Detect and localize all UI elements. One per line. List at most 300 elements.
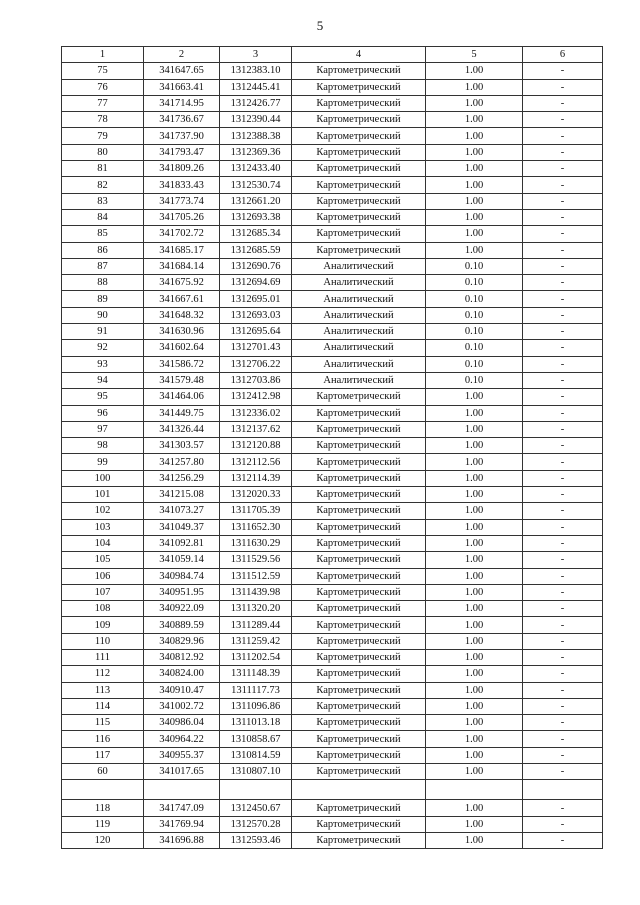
x-coordinate-cell: 340910.47 (144, 682, 220, 698)
point-number-cell: 75 (62, 63, 144, 79)
point-number-cell: 98 (62, 438, 144, 454)
accuracy-cell: 0.10 (426, 307, 523, 323)
column-header: 4 (292, 47, 426, 63)
table-row (62, 601, 603, 617)
accuracy-cell: 1.00 (426, 698, 523, 714)
method-cell: Картометрический (292, 519, 426, 535)
table-row (62, 568, 603, 584)
table-row (62, 487, 603, 503)
y-coordinate-cell: 1312369.36 (220, 144, 292, 160)
table-row (62, 275, 603, 291)
point-number-cell: 97 (62, 421, 144, 437)
method-cell: Аналитический (292, 307, 426, 323)
point-number-cell: 120 (62, 832, 144, 848)
table-row (62, 63, 603, 79)
x-coordinate-cell: 341049.37 (144, 519, 220, 535)
table-row (62, 389, 603, 405)
x-coordinate-cell: 341736.67 (144, 112, 220, 128)
x-coordinate-cell: 341002.72 (144, 698, 220, 714)
point-number-cell: 84 (62, 209, 144, 225)
method-cell (292, 780, 426, 800)
accuracy-cell: 0.10 (426, 258, 523, 274)
table-row (62, 144, 603, 160)
accuracy-cell: 1.00 (426, 666, 523, 682)
accuracy-cell: 1.00 (426, 519, 523, 535)
method-cell: Аналитический (292, 340, 426, 356)
method-cell: Картометрический (292, 800, 426, 816)
x-coordinate-cell (144, 780, 220, 800)
table-body (62, 63, 603, 849)
accuracy-cell: 1.00 (426, 764, 523, 780)
x-coordinate-cell: 340955.37 (144, 747, 220, 763)
point-number-cell: 102 (62, 503, 144, 519)
accuracy-cell: 1.00 (426, 161, 523, 177)
x-coordinate-cell: 341685.17 (144, 242, 220, 258)
y-coordinate-cell: 1312694.69 (220, 275, 292, 291)
y-coordinate-cell: 1311630.29 (220, 535, 292, 551)
method-cell: Картометрический (292, 832, 426, 848)
point-number-cell: 85 (62, 226, 144, 242)
accuracy-cell: 1.00 (426, 470, 523, 486)
note-cell: - (523, 242, 603, 258)
method-cell: Картометрический (292, 226, 426, 242)
y-coordinate-cell (220, 780, 292, 800)
note-cell: - (523, 568, 603, 584)
point-number-cell: 86 (62, 242, 144, 258)
point-number-cell: 77 (62, 95, 144, 111)
table-row (62, 682, 603, 698)
x-coordinate-cell: 340889.59 (144, 617, 220, 633)
accuracy-cell: 1.00 (426, 535, 523, 551)
y-coordinate-cell: 1312336.02 (220, 405, 292, 421)
table-row (62, 698, 603, 714)
table-row (62, 356, 603, 372)
point-number-cell: 111 (62, 649, 144, 665)
point-number-cell: 107 (62, 584, 144, 600)
note-cell: - (523, 617, 603, 633)
x-coordinate-cell: 341215.08 (144, 487, 220, 503)
x-coordinate-cell: 340824.00 (144, 666, 220, 682)
point-number-cell: 119 (62, 816, 144, 832)
point-number-cell: 99 (62, 454, 144, 470)
accuracy-cell: 0.10 (426, 356, 523, 372)
method-cell: Картометрический (292, 177, 426, 193)
accuracy-cell: 1.00 (426, 144, 523, 160)
x-coordinate-cell: 341586.72 (144, 356, 220, 372)
note-cell: - (523, 682, 603, 698)
point-number-cell: 93 (62, 356, 144, 372)
note-cell: - (523, 764, 603, 780)
method-cell: Картометрический (292, 535, 426, 551)
method-cell: Картометрический (292, 209, 426, 225)
method-cell: Картометрический (292, 764, 426, 780)
table-row (62, 552, 603, 568)
note-cell: - (523, 226, 603, 242)
y-coordinate-cell: 1311148.39 (220, 666, 292, 682)
method-cell: Картометрический (292, 552, 426, 568)
x-coordinate-cell: 340964.22 (144, 731, 220, 747)
point-number-cell: 78 (62, 112, 144, 128)
note-cell: - (523, 291, 603, 307)
y-coordinate-cell: 1312530.74 (220, 177, 292, 193)
table-row (62, 438, 603, 454)
table-row (62, 112, 603, 128)
note-cell: - (523, 209, 603, 225)
column-header: 1 (62, 47, 144, 63)
x-coordinate-cell: 341630.96 (144, 324, 220, 340)
accuracy-cell: 1.00 (426, 63, 523, 79)
note-cell: - (523, 454, 603, 470)
accuracy-cell: 1.00 (426, 568, 523, 584)
x-coordinate-cell: 341059.14 (144, 552, 220, 568)
accuracy-cell: 1.00 (426, 438, 523, 454)
x-coordinate-cell: 340986.04 (144, 715, 220, 731)
y-coordinate-cell: 1312685.34 (220, 226, 292, 242)
note-cell: - (523, 487, 603, 503)
table-row (62, 764, 603, 780)
note-cell: - (523, 747, 603, 763)
note-cell: - (523, 649, 603, 665)
note-cell: - (523, 193, 603, 209)
method-cell: Картометрический (292, 242, 426, 258)
note-cell: - (523, 535, 603, 551)
method-cell: Аналитический (292, 372, 426, 388)
method-cell: Картометрический (292, 421, 426, 437)
y-coordinate-cell: 1312426.77 (220, 95, 292, 111)
accuracy-cell: 1.00 (426, 649, 523, 665)
x-coordinate-cell: 340812.92 (144, 649, 220, 665)
page-number: 5 (316, 18, 324, 33)
x-coordinate-cell: 341326.44 (144, 421, 220, 437)
y-coordinate-cell: 1311652.30 (220, 519, 292, 535)
x-coordinate-cell: 341809.26 (144, 161, 220, 177)
method-cell: Картометрический (292, 112, 426, 128)
accuracy-cell: 1.00 (426, 832, 523, 848)
table-row (62, 519, 603, 535)
y-coordinate-cell: 1312120.88 (220, 438, 292, 454)
note-cell: - (523, 503, 603, 519)
note-cell: - (523, 144, 603, 160)
accuracy-cell: 1.00 (426, 226, 523, 242)
method-cell: Картометрический (292, 633, 426, 649)
note-cell: - (523, 832, 603, 848)
point-number-cell: 110 (62, 633, 144, 649)
y-coordinate-cell: 1311320.20 (220, 601, 292, 617)
y-coordinate-cell: 1310814.59 (220, 747, 292, 763)
note-cell: - (523, 161, 603, 177)
method-cell: Картометрический (292, 584, 426, 600)
y-coordinate-cell: 1312383.10 (220, 63, 292, 79)
note-cell: - (523, 715, 603, 731)
note-cell: - (523, 552, 603, 568)
point-number-cell: 95 (62, 389, 144, 405)
note-cell: - (523, 95, 603, 111)
column-header: 2 (144, 47, 220, 63)
table-row (62, 128, 603, 144)
accuracy-cell: 1.00 (426, 193, 523, 209)
x-coordinate-cell: 340922.09 (144, 601, 220, 617)
note-cell: - (523, 63, 603, 79)
accuracy-cell: 1.00 (426, 242, 523, 258)
point-number-cell: 116 (62, 731, 144, 747)
method-cell: Аналитический (292, 258, 426, 274)
accuracy-cell (426, 780, 523, 800)
method-cell: Картометрический (292, 161, 426, 177)
note-cell: - (523, 79, 603, 95)
accuracy-cell: 1.00 (426, 128, 523, 144)
y-coordinate-cell: 1311259.42 (220, 633, 292, 649)
table-row (62, 209, 603, 225)
x-coordinate-cell: 341602.64 (144, 340, 220, 356)
table-header-row (62, 47, 603, 63)
point-number-cell: 80 (62, 144, 144, 160)
table-row (62, 584, 603, 600)
accuracy-cell: 1.00 (426, 421, 523, 437)
table-row (62, 291, 603, 307)
accuracy-cell: 1.00 (426, 682, 523, 698)
y-coordinate-cell: 1310807.10 (220, 764, 292, 780)
x-coordinate-cell: 341684.14 (144, 258, 220, 274)
y-coordinate-cell: 1312703.86 (220, 372, 292, 388)
method-cell: Картометрический (292, 193, 426, 209)
table-row (62, 470, 603, 486)
note-cell: - (523, 601, 603, 617)
x-coordinate-cell: 341705.26 (144, 209, 220, 225)
y-coordinate-cell: 1311289.44 (220, 617, 292, 633)
accuracy-cell: 1.00 (426, 503, 523, 519)
point-number-cell: 118 (62, 800, 144, 816)
table-gap-row (62, 780, 603, 800)
x-coordinate-cell: 341769.94 (144, 816, 220, 832)
note-cell: - (523, 633, 603, 649)
method-cell: Картометрический (292, 144, 426, 160)
point-number-cell: 103 (62, 519, 144, 535)
y-coordinate-cell: 1311439.98 (220, 584, 292, 600)
y-coordinate-cell: 1312433.40 (220, 161, 292, 177)
note-cell: - (523, 356, 603, 372)
method-cell: Картометрический (292, 63, 426, 79)
y-coordinate-cell: 1312693.03 (220, 307, 292, 323)
table-row (62, 666, 603, 682)
note-cell: - (523, 275, 603, 291)
accuracy-cell: 1.00 (426, 405, 523, 421)
table-row (62, 535, 603, 551)
note-cell: - (523, 421, 603, 437)
point-number-cell: 108 (62, 601, 144, 617)
note-cell: - (523, 128, 603, 144)
table-row (62, 800, 603, 816)
x-coordinate-cell: 341449.75 (144, 405, 220, 421)
x-coordinate-cell: 341017.65 (144, 764, 220, 780)
note-cell: - (523, 698, 603, 714)
method-cell: Аналитический (292, 275, 426, 291)
x-coordinate-cell: 341303.57 (144, 438, 220, 454)
y-coordinate-cell: 1312412.98 (220, 389, 292, 405)
point-number-cell: 88 (62, 275, 144, 291)
point-number-cell: 91 (62, 324, 144, 340)
table-row (62, 95, 603, 111)
y-coordinate-cell: 1312020.33 (220, 487, 292, 503)
point-number-cell: 89 (62, 291, 144, 307)
accuracy-cell: 1.00 (426, 584, 523, 600)
method-cell: Картометрический (292, 617, 426, 633)
y-coordinate-cell: 1312693.38 (220, 209, 292, 225)
y-coordinate-cell: 1311013.18 (220, 715, 292, 731)
table-row (62, 715, 603, 731)
table-row (62, 324, 603, 340)
y-coordinate-cell: 1312690.76 (220, 258, 292, 274)
method-cell: Картометрический (292, 454, 426, 470)
accuracy-cell: 1.00 (426, 95, 523, 111)
table-row (62, 258, 603, 274)
y-coordinate-cell: 1312450.67 (220, 800, 292, 816)
y-coordinate-cell: 1312661.20 (220, 193, 292, 209)
x-coordinate-cell: 341579.48 (144, 372, 220, 388)
point-number-cell: 94 (62, 372, 144, 388)
point-number-cell: 106 (62, 568, 144, 584)
table-row (62, 307, 603, 323)
method-cell: Картометрический (292, 715, 426, 731)
note-cell: - (523, 177, 603, 193)
point-number-cell: 101 (62, 487, 144, 503)
accuracy-cell: 1.00 (426, 487, 523, 503)
accuracy-cell: 0.10 (426, 275, 523, 291)
table-row (62, 177, 603, 193)
y-coordinate-cell: 1311096.86 (220, 698, 292, 714)
accuracy-cell: 1.00 (426, 633, 523, 649)
method-cell: Картометрический (292, 698, 426, 714)
accuracy-cell: 0.10 (426, 372, 523, 388)
point-number-cell: 104 (62, 535, 144, 551)
y-coordinate-cell: 1312685.59 (220, 242, 292, 258)
accuracy-cell: 1.00 (426, 389, 523, 405)
y-coordinate-cell: 1311202.54 (220, 649, 292, 665)
method-cell: Картометрический (292, 666, 426, 682)
point-number-cell: 100 (62, 470, 144, 486)
x-coordinate-cell: 340984.74 (144, 568, 220, 584)
method-cell: Картометрический (292, 649, 426, 665)
x-coordinate-cell: 341833.43 (144, 177, 220, 193)
method-cell: Картометрический (292, 731, 426, 747)
method-cell: Аналитический (292, 324, 426, 340)
y-coordinate-cell: 1311705.39 (220, 503, 292, 519)
note-cell: - (523, 519, 603, 535)
table-row (62, 747, 603, 763)
method-cell: Картометрический (292, 405, 426, 421)
point-number-cell: 82 (62, 177, 144, 193)
table-row (62, 832, 603, 848)
point-number-cell: 109 (62, 617, 144, 633)
column-header: 3 (220, 47, 292, 63)
table-row (62, 454, 603, 470)
y-coordinate-cell: 1312593.46 (220, 832, 292, 848)
note-cell: - (523, 324, 603, 340)
accuracy-cell: 1.00 (426, 112, 523, 128)
y-coordinate-cell: 1311512.59 (220, 568, 292, 584)
x-coordinate-cell: 341464.06 (144, 389, 220, 405)
x-coordinate-cell: 341256.29 (144, 470, 220, 486)
note-cell: - (523, 731, 603, 747)
point-number-cell: 92 (62, 340, 144, 356)
accuracy-cell: 1.00 (426, 601, 523, 617)
note-cell: - (523, 666, 603, 682)
table-row (62, 226, 603, 242)
x-coordinate-cell: 341073.27 (144, 503, 220, 519)
accuracy-cell: 0.10 (426, 340, 523, 356)
column-header: 6 (523, 47, 603, 63)
table-row (62, 617, 603, 633)
x-coordinate-cell: 341714.95 (144, 95, 220, 111)
x-coordinate-cell: 341793.47 (144, 144, 220, 160)
method-cell: Картометрический (292, 438, 426, 454)
y-coordinate-cell: 1312706.22 (220, 356, 292, 372)
point-number-cell: 96 (62, 405, 144, 421)
y-coordinate-cell: 1312695.01 (220, 291, 292, 307)
point-number-cell: 83 (62, 193, 144, 209)
x-coordinate-cell: 341702.72 (144, 226, 220, 242)
y-coordinate-cell: 1312388.38 (220, 128, 292, 144)
accuracy-cell: 1.00 (426, 617, 523, 633)
method-cell: Картометрический (292, 601, 426, 617)
method-cell: Картометрический (292, 568, 426, 584)
y-coordinate-cell: 1312701.43 (220, 340, 292, 356)
accuracy-cell: 1.00 (426, 715, 523, 731)
method-cell: Картометрический (292, 470, 426, 486)
table-row (62, 421, 603, 437)
note-cell: - (523, 340, 603, 356)
accuracy-cell: 1.00 (426, 209, 523, 225)
note-cell: - (523, 800, 603, 816)
point-number-cell: 81 (62, 161, 144, 177)
point-number-cell: 87 (62, 258, 144, 274)
note-cell: - (523, 372, 603, 388)
note-cell: - (523, 258, 603, 274)
method-cell: Картометрический (292, 816, 426, 832)
method-cell: Картометрический (292, 95, 426, 111)
table-row (62, 340, 603, 356)
accuracy-cell: 1.00 (426, 747, 523, 763)
table-row (62, 633, 603, 649)
accuracy-cell: 0.10 (426, 291, 523, 307)
method-cell: Картометрический (292, 79, 426, 95)
method-cell: Картометрический (292, 128, 426, 144)
y-coordinate-cell: 1312137.62 (220, 421, 292, 437)
note-cell (523, 780, 603, 800)
x-coordinate-cell: 341696.88 (144, 832, 220, 848)
x-coordinate-cell: 341647.65 (144, 63, 220, 79)
note-cell: - (523, 584, 603, 600)
y-coordinate-cell: 1312445.41 (220, 79, 292, 95)
x-coordinate-cell: 341257.80 (144, 454, 220, 470)
note-cell: - (523, 389, 603, 405)
x-coordinate-cell: 341667.61 (144, 291, 220, 307)
y-coordinate-cell: 1311117.73 (220, 682, 292, 698)
point-number-cell: 90 (62, 307, 144, 323)
table-row (62, 79, 603, 95)
point-number-cell: 113 (62, 682, 144, 698)
y-coordinate-cell: 1312112.56 (220, 454, 292, 470)
y-coordinate-cell: 1312114.39 (220, 470, 292, 486)
x-coordinate-cell: 340829.96 (144, 633, 220, 649)
x-coordinate-cell: 341663.41 (144, 79, 220, 95)
accuracy-cell: 1.00 (426, 816, 523, 832)
x-coordinate-cell: 341675.92 (144, 275, 220, 291)
point-number-cell: 114 (62, 698, 144, 714)
point-number-cell (62, 780, 144, 800)
point-number-cell: 115 (62, 715, 144, 731)
accuracy-cell: 1.00 (426, 454, 523, 470)
column-header: 5 (426, 47, 523, 63)
